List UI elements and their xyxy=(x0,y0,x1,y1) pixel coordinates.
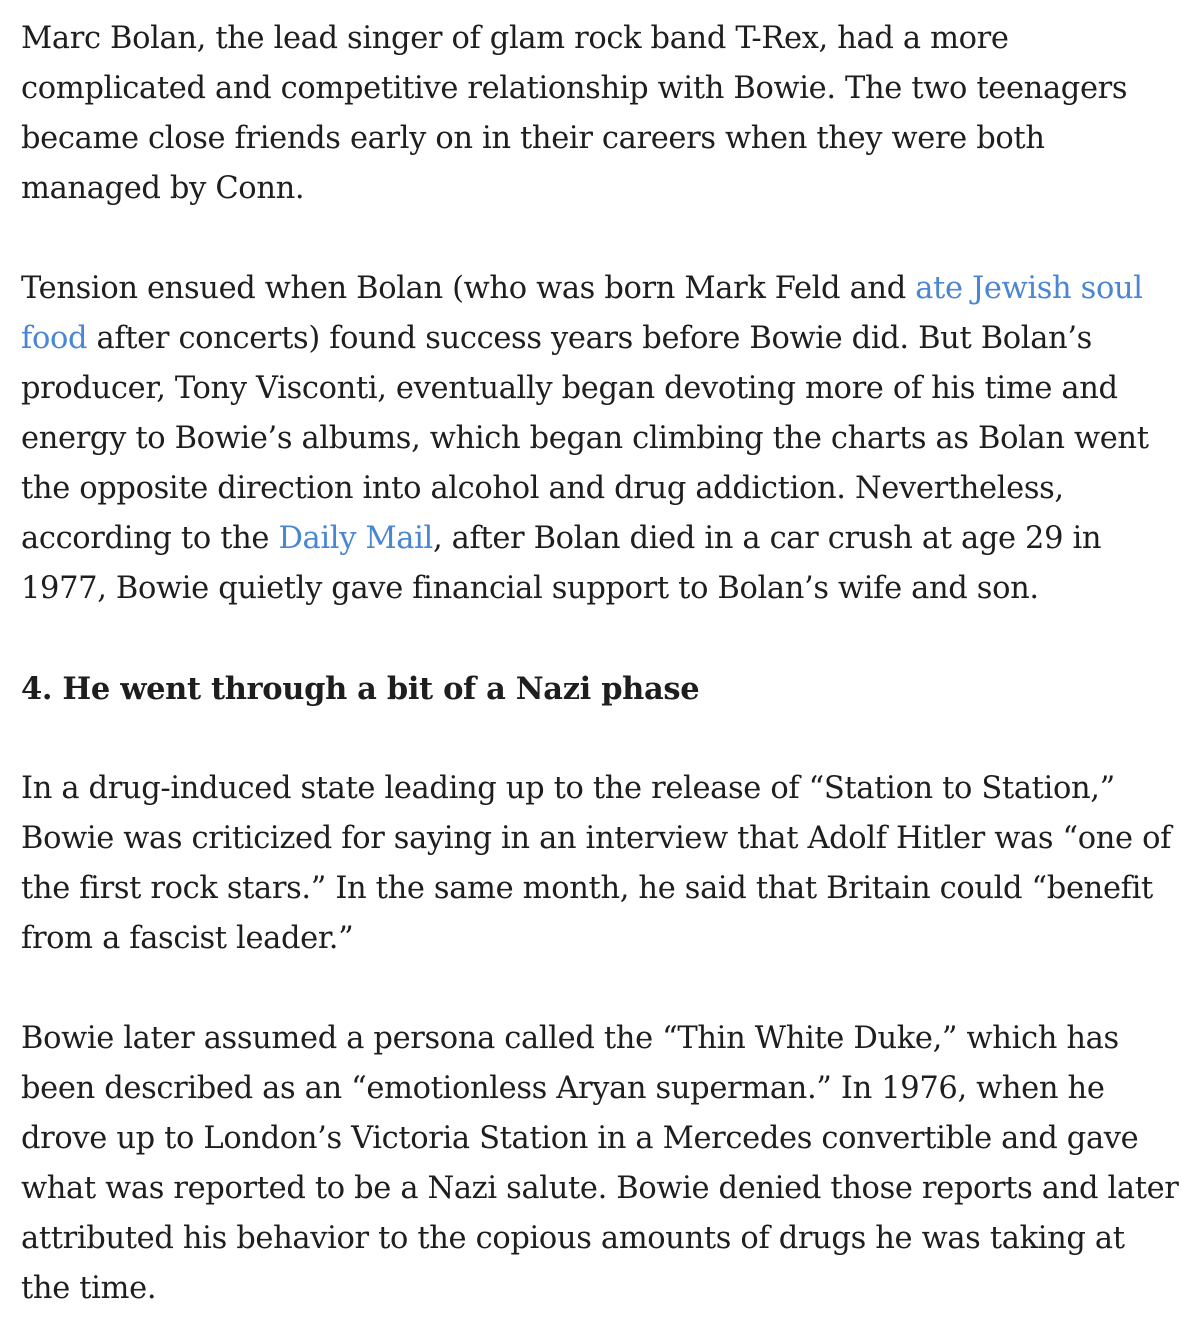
paragraph-station-to-station: In a drug-induced state leading up to the release of “Station to Station,” Bowie was criticized for saying in an interview that Adolf Hitler was “one of the first rock stars.” In the same month, he said that Britain could “benefit from a fascist leader.” xyxy=(21,771,1172,956)
paragraph-text: , after Bolan died in a car crush at age 29 in 1977, Bowie quietly gave financial support to Bolan’s wife and son. xyxy=(21,521,1102,606)
link-jewish-soul-food[interactable]: ate Jewish soul food xyxy=(21,271,1143,356)
paragraph-bolan-tension xyxy=(21,264,1182,614)
link-daily-mail[interactable]: Daily Mail xyxy=(278,521,433,556)
paragraph-text: after concerts) found success years before Bowie did. But Bolan’s producer, Tony Visconti, eventually began devoting more of his time and energy to Bowie’s albums, which began climbing the charts as Bolan went the opposite direction into alcohol and drug addiction. Nevertheless, according to the xyxy=(21,321,1149,556)
paragraph-thin-white-duke: Bowie later assumed a persona called the “Thin White Duke,” which has been described as an “emotionless Aryan superman.” In 1976, when he drove up to London’s Victoria Station in a Mercedes convertible and gave what was reported to be a Nazi salute. Bowie denied those reports and later attributed his behavior to the copious amounts of drugs he was taking at the time. xyxy=(21,1021,1179,1306)
paragraph-text: Tension ensued when Bolan (who was born Mark Feld and xyxy=(21,271,916,306)
paragraph-bolan-intro: Marc Bolan, the lead singer of glam rock band T-Rex, had a more complicated and competitive relationship with Bowie. The two teenagers became close friends early on in their careers when they were both managed by Conn. xyxy=(21,21,1128,206)
section-heading-nazi-phase: 4. He went through a bit of a Nazi phase xyxy=(21,671,700,707)
